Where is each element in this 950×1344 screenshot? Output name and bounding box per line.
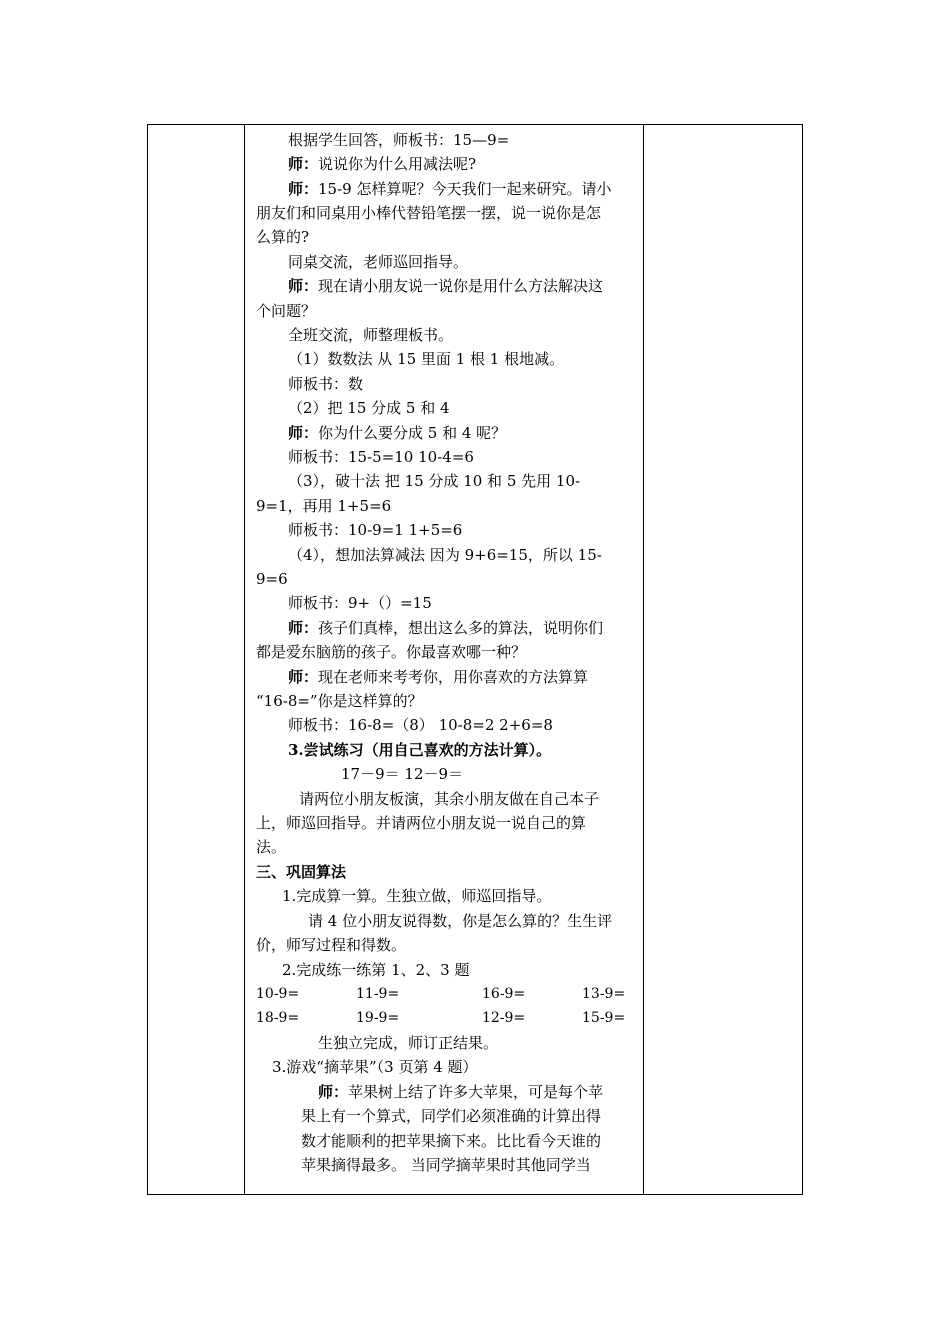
text-line <box>282 884 551 908</box>
text-line <box>282 958 469 982</box>
exercise-cell: 18-9= <box>256 1010 300 1026</box>
line-text: 个问题？ <box>256 302 317 320</box>
text-line <box>288 274 603 298</box>
line-text: 果上有一个算式，同学们必须准确的计算出得 <box>301 1107 602 1125</box>
line-text: 15-9 怎样算呢？今天我们一起来研究。请小 <box>318 180 612 198</box>
right-column <box>643 125 803 1194</box>
left-column <box>148 125 245 1194</box>
text-line <box>288 177 611 201</box>
speaker-label: 师： <box>288 180 319 198</box>
line-text: 师板书：数 <box>288 375 364 393</box>
lesson-content <box>256 124 638 1195</box>
line-text: 2.完成练一练第 1、2、3 题 <box>282 961 470 979</box>
text-line <box>341 762 463 786</box>
speaker-label: 师： <box>318 1083 349 1101</box>
text-line <box>288 543 602 567</box>
text-line <box>256 933 406 957</box>
speaker-label: 师： <box>288 668 319 686</box>
text-line <box>256 201 601 225</box>
exercise-cell: 16-9= <box>482 986 526 1002</box>
speaker-label: 师： <box>288 619 319 637</box>
text-line <box>256 567 288 591</box>
text-line <box>288 323 453 347</box>
text-line <box>288 665 588 689</box>
exercise-cell: 11-9= <box>356 986 400 1002</box>
text-line <box>301 1153 591 1177</box>
text-line <box>318 1031 498 1055</box>
exercise-cell: 15-9= <box>582 1010 626 1026</box>
speaker-label: 师： <box>288 155 319 173</box>
exercise-cell: 12-9= <box>482 1010 526 1026</box>
text-line <box>308 909 612 933</box>
line-text: 同桌交流，老师巡回指导。 <box>288 253 469 271</box>
line-text: 数才能顺利的把苹果摘下来。比比看今天谁的 <box>301 1132 602 1150</box>
text-line <box>288 421 506 445</box>
text-line <box>288 518 462 542</box>
line-text: 17－9＝ 12－9＝ <box>341 765 464 783</box>
line-text: 孩子们真棒，想出这么多的算法，说明你们 <box>318 619 604 637</box>
text-line <box>288 469 580 493</box>
text-line <box>256 299 316 323</box>
line-text: 全班交流，师整理板书。 <box>288 326 454 344</box>
line-text: 1.完成算一算。生独立做，师巡回指导。 <box>282 887 552 905</box>
text-line <box>256 835 286 859</box>
line-text: 9=6 <box>256 570 288 588</box>
text-line <box>256 225 309 249</box>
line-text: 么算的? <box>256 228 310 246</box>
text-line <box>288 616 603 640</box>
line-text: 9=1，再用 1+5=6 <box>256 497 392 515</box>
exercise-row <box>256 982 638 1006</box>
line-text: 3.尝试练习（用自己喜欢的方法计算）。 <box>288 741 552 759</box>
line-text: 说说你为什么用减法呢? <box>318 155 477 173</box>
text-line <box>288 445 474 469</box>
exercise-cell: 13-9= <box>582 986 626 1002</box>
line-text: 3.游戏“摘苹果”（3 页第 4 题） <box>272 1058 478 1076</box>
line-text: 朋友们和同桌用小棒代替铅笔摆一摆，说一说你是怎 <box>256 204 602 222</box>
line-text: 请 4 位小朋友说得数，你是怎么算的？生生评 <box>308 912 613 930</box>
text-line <box>299 787 599 811</box>
text-line <box>301 1129 601 1153</box>
exercise-cell: 10-9= <box>256 986 300 1002</box>
line-text: 生独立完成，师订正结果。 <box>318 1034 499 1052</box>
text-line <box>288 372 363 396</box>
exercise-cell: 19-9= <box>356 1010 400 1026</box>
line-text: 苹果树上结了许多大苹果，可是每个苹 <box>348 1083 604 1101</box>
line-text: 师板书：15-5=10 10-4=6 <box>288 448 474 466</box>
line-text: （2）把 15 分成 5 和 4 <box>288 399 450 417</box>
text-line <box>288 128 509 152</box>
line-text: （4），想加法算减法 因为 9+6=15，所以 15- <box>288 546 602 564</box>
line-text: （3），破十法 把 15 分成 10 和 5 先用 10- <box>288 472 581 490</box>
text-line <box>288 713 553 737</box>
text-line <box>256 811 586 835</box>
text-line <box>318 1080 603 1104</box>
line-text: 师板书：9+（）=15 <box>288 594 432 612</box>
line-text: 请两位小朋友板演，其余小朋友做在自己本子 <box>299 790 600 808</box>
line-text: “16-8=”你是这样算的？ <box>256 692 423 710</box>
line-text: 上，师巡回指导。并请两位小朋友说一说自己的算 <box>256 814 587 832</box>
text-line <box>256 860 346 884</box>
line-text: 三、巩固算法 <box>256 863 347 881</box>
text-line <box>288 347 564 371</box>
line-text: 现在请小朋友说一说你是用什么方法解决这 <box>318 277 604 295</box>
speaker-label: 师： <box>288 424 319 442</box>
text-line <box>256 640 526 664</box>
text-line <box>288 396 450 420</box>
line-text: 法。 <box>256 838 287 856</box>
text-line <box>301 1104 601 1128</box>
line-text: 苹果摘得最多。 当同学摘苹果时其他同学当 <box>301 1156 591 1174</box>
line-text: 你为什么要分成 5 和 4 呢？ <box>318 424 507 442</box>
exercise-row <box>256 1006 638 1030</box>
text-line <box>288 152 476 176</box>
text-line <box>256 494 391 518</box>
text-line <box>256 689 423 713</box>
speaker-label: 师： <box>288 277 319 295</box>
line-text: 都是爱东脑筋的孩子。你最喜欢哪一种？ <box>256 643 527 661</box>
text-line <box>288 250 468 274</box>
line-text: 价，师写过程和得数。 <box>256 936 407 954</box>
line-text: 根据学生回答，师板书：15—9= <box>288 131 510 149</box>
text-line <box>288 591 432 615</box>
text-line <box>288 738 551 762</box>
text-line <box>272 1055 478 1079</box>
line-text: 师板书：10-9=1 1+5=6 <box>288 521 463 539</box>
line-text: （1）数数法 从 15 里面 1 根 1 根地减。 <box>288 350 565 368</box>
line-text: 师板书：16-8=（8） 10-8=2 2+6=8 <box>288 716 553 734</box>
line-text: 现在老师来考考你，用你喜欢的方法算算 <box>318 668 589 686</box>
